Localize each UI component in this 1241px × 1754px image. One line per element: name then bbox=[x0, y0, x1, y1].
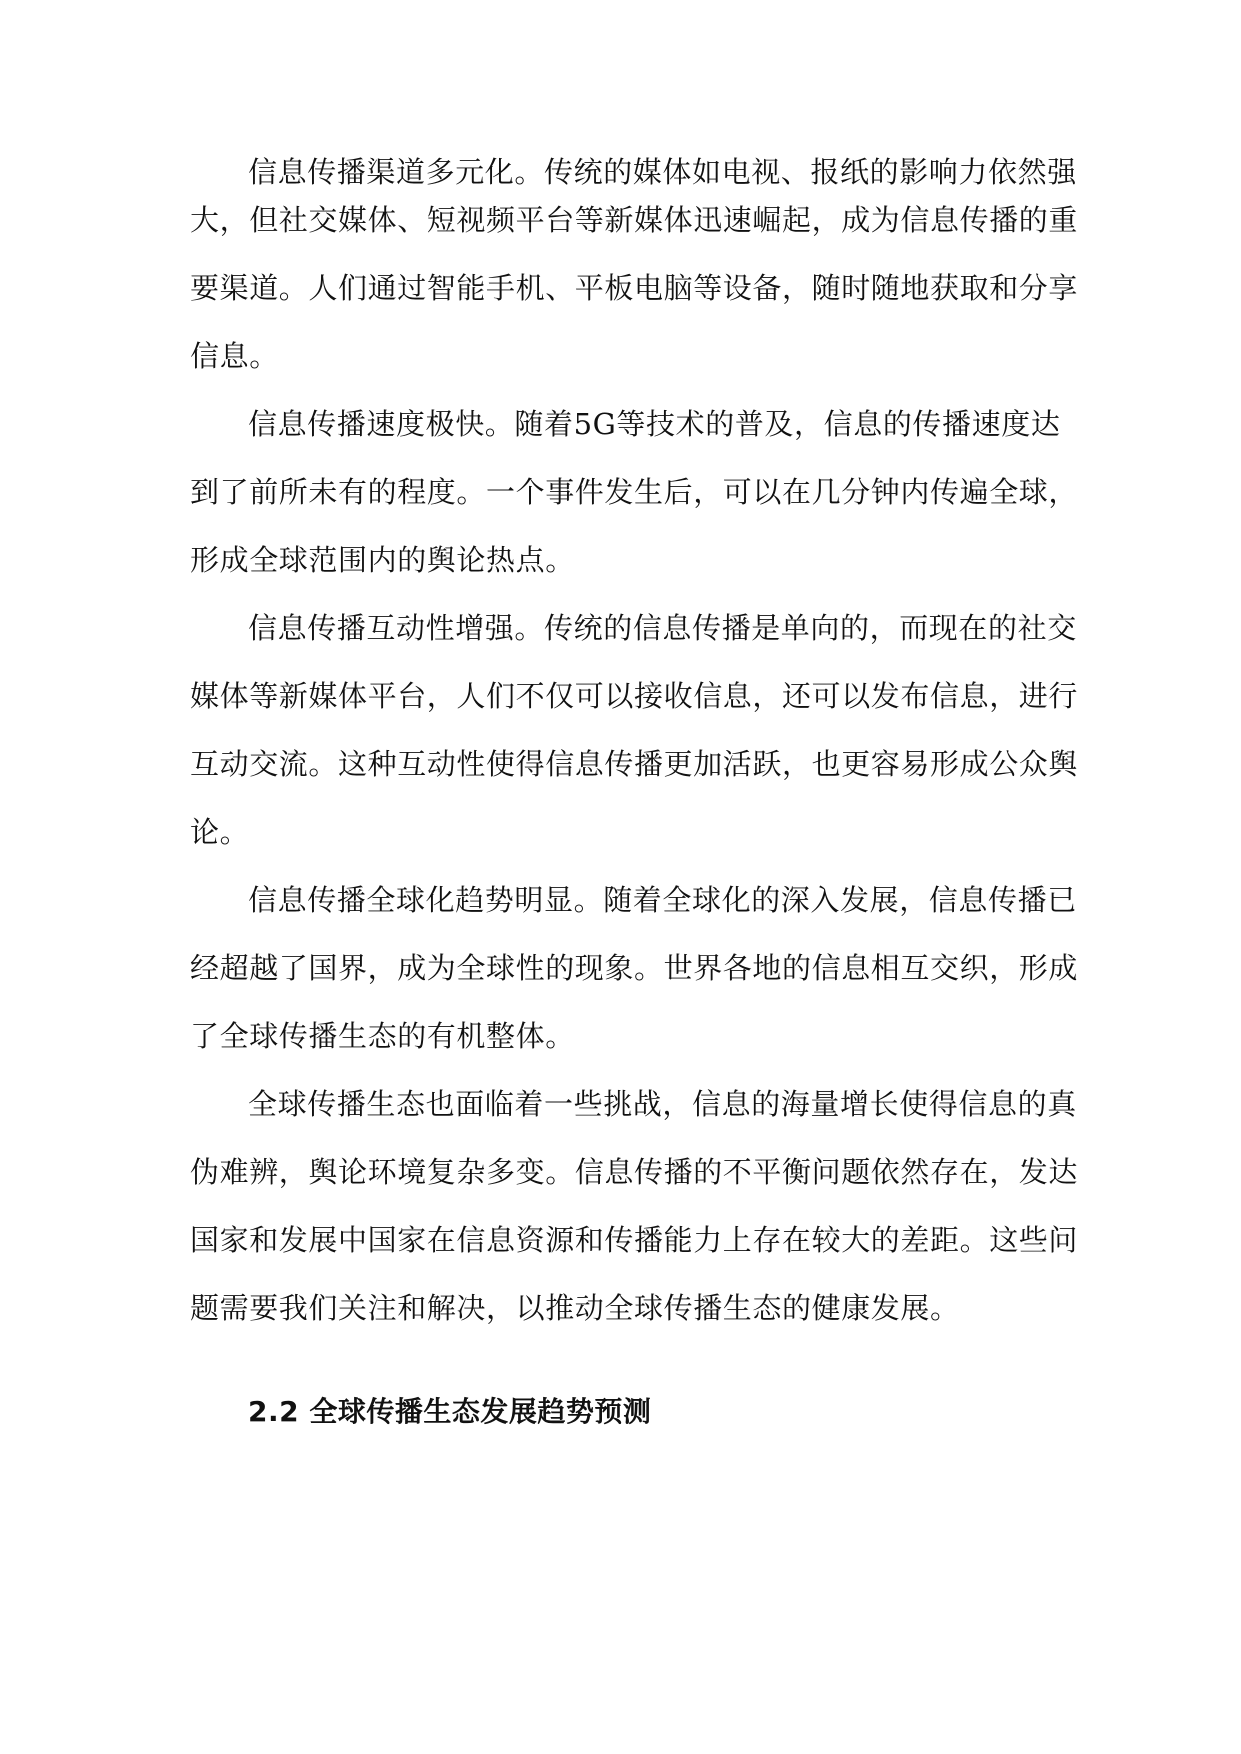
paragraph-2-line-3: 形成全球范围内的舆论热点。 bbox=[190, 543, 575, 577]
paragraph-3-line-1: 信息传播互动性增强。传统的信息传播是单向的，而现在的社交 bbox=[248, 611, 1077, 645]
paragraph-5-line-2: 伪难辨，舆论环境复杂多变。信息传播的不平衡问题依然存在，发达 bbox=[190, 1155, 1079, 1189]
paragraph-2-line-1: 信息传播速度极快。随着5G等技术的普及，信息的传播速度达 bbox=[248, 407, 1061, 441]
paragraph-1-line-2: 大，但社交媒体、短视频平台等新媒体迅速崛起，成为信息传播的重 bbox=[190, 203, 1079, 237]
paragraph-1-line-1: 信息传播渠道多元化。传统的媒体如电视、报纸的影响力依然强 bbox=[248, 155, 1077, 189]
paragraph-3-line-3: 互动交流。这种互动性使得信息传播更加活跃，也更容易形成公众舆 bbox=[190, 747, 1079, 781]
paragraph-2-line-2: 到了前所未有的程度。一个事件发生后，可以在几分钟内传遍全球， bbox=[190, 475, 1079, 509]
paragraph-1-line-4: 信息。 bbox=[190, 339, 279, 373]
paragraph-4-line-3: 了全球传播生态的有机整体。 bbox=[190, 1019, 575, 1053]
section-heading: 2.2 全球传播生态发展趋势预测 bbox=[248, 1395, 652, 1428]
paragraph-5-line-3: 国家和发展中国家在信息资源和传播能力上存在较大的差距。这些问 bbox=[190, 1223, 1079, 1257]
paragraph-3-line-4: 论。 bbox=[190, 815, 250, 849]
paragraph-5-line-1: 全球传播生态也面临着一些挑战，信息的海量增长使得信息的真 bbox=[248, 1087, 1077, 1121]
paragraph-4-line-2: 经超越了国界，成为全球性的现象。世界各地的信息相互交织，形成 bbox=[190, 951, 1079, 985]
paragraph-3-line-2: 媒体等新媒体平台，人们不仅可以接收信息，还可以发布信息，进行 bbox=[190, 679, 1079, 713]
paragraph-5-line-4: 题需要我们关注和解决，以推动全球传播生态的健康发展。 bbox=[190, 1291, 960, 1325]
paragraph-4-line-1: 信息传播全球化趋势明显。随着全球化的深入发展，信息传播已 bbox=[248, 883, 1077, 917]
paragraph-1-line-3: 要渠道。人们通过智能手机、平板电脑等设备，随时随地获取和分享 bbox=[190, 271, 1079, 305]
